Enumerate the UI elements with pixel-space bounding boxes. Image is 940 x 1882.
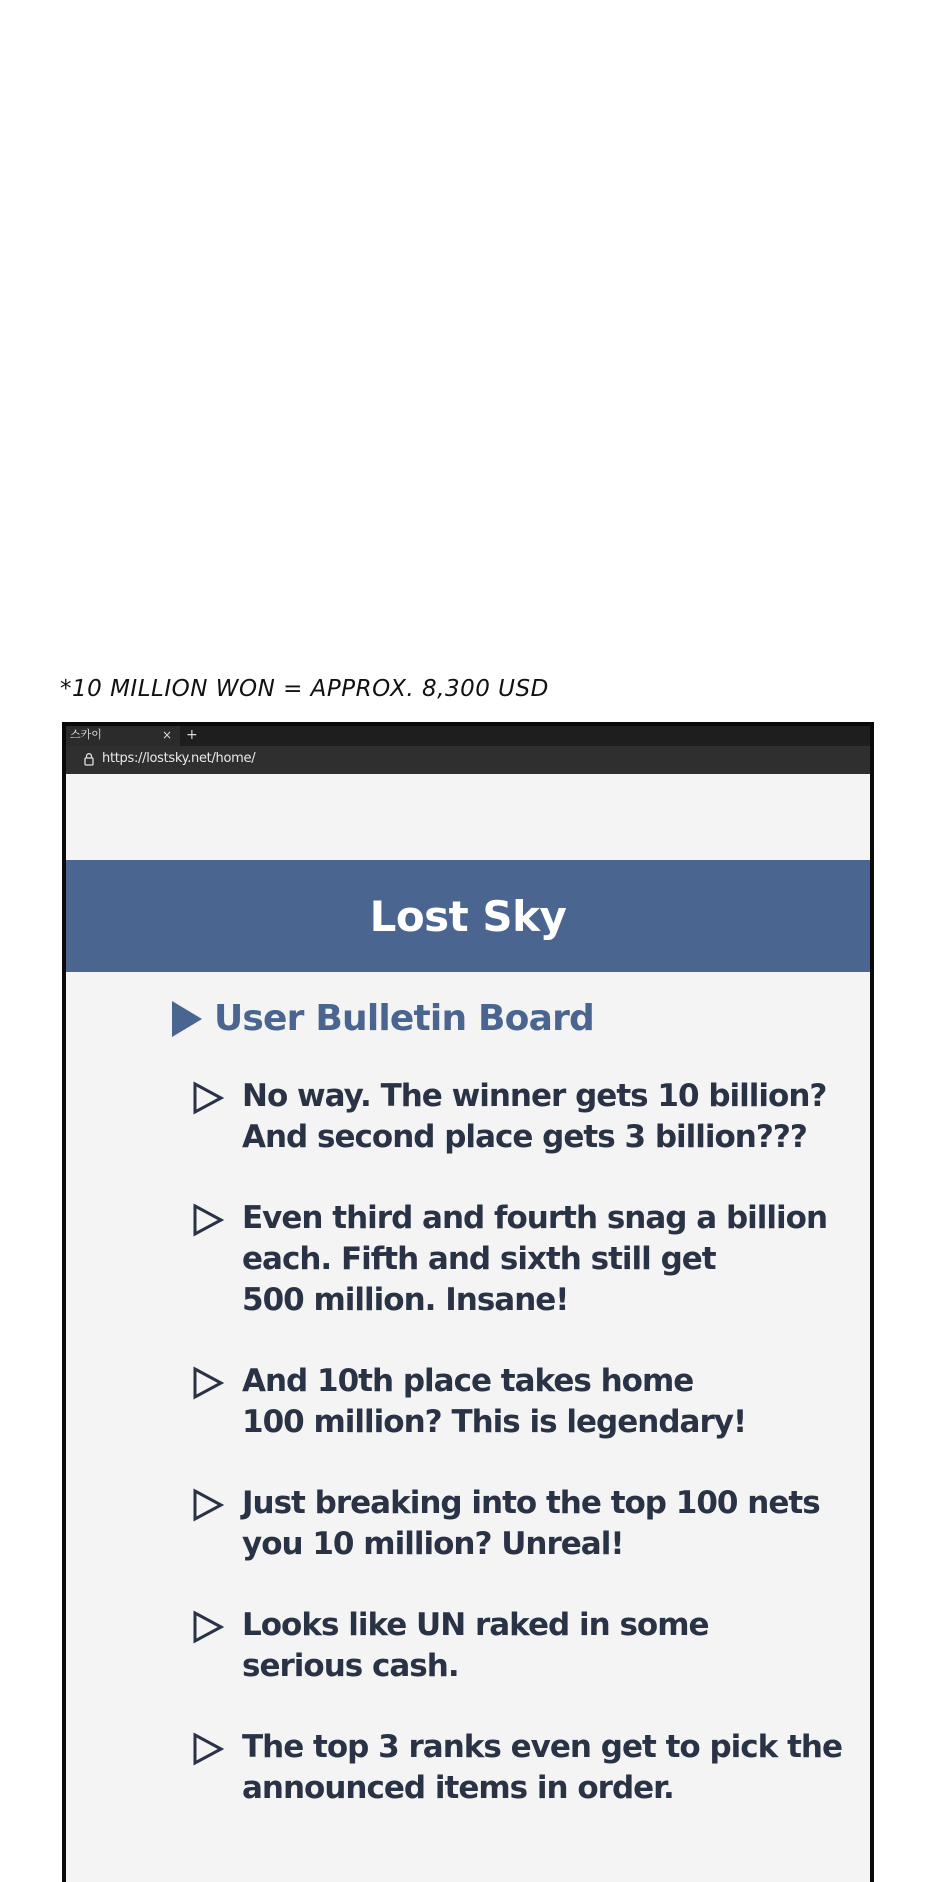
board-heading <box>170 998 594 1039</box>
post-item[interactable] <box>190 1198 850 1321</box>
post-text: No way. The winner gets 10 billion? And second place gets 3 billion??? <box>242 1078 827 1155</box>
post-item[interactable] <box>190 1605 850 1687</box>
outline-triangle-right-icon <box>192 1488 224 1522</box>
outline-triangle-right-icon <box>192 1610 224 1644</box>
post-text: Even third and fourth snag a billion each. Fifth and sixth still get 500 million. Insane! <box>242 1200 828 1318</box>
post-item[interactable] <box>190 1361 850 1443</box>
board-heading-label[interactable]: User Bulletin Board <box>214 998 595 1039</box>
outline-triangle-right-icon <box>192 1366 224 1400</box>
browser-window <box>62 722 874 1882</box>
post-text: And 10th place takes home 100 million? This is legendary! <box>242 1363 747 1440</box>
page-top-space <box>66 774 870 860</box>
site-title[interactable]: Lost Sky <box>369 891 567 941</box>
tab-strip <box>66 726 870 746</box>
footnote: *10 MILLION WON = APPROX. 8,300 USD <box>60 676 549 702</box>
outline-triangle-right-icon <box>192 1732 224 1766</box>
post-text: Just breaking into the top 100 nets you 10 million? Unreal! <box>242 1485 820 1562</box>
site-header <box>66 860 870 972</box>
post-item[interactable] <box>190 1727 850 1809</box>
url-text[interactable]: https://lostsky.net/home/ <box>102 751 256 766</box>
filled-triangle-right-icon <box>170 999 204 1039</box>
browser-tab[interactable] <box>66 726 180 746</box>
post-list <box>190 1076 850 1849</box>
address-bar[interactable] <box>66 746 870 774</box>
post-text: Looks like UN raked in some serious cash. <box>242 1607 709 1684</box>
outline-triangle-right-icon <box>192 1081 224 1115</box>
post-item[interactable] <box>190 1483 850 1565</box>
post-text: The top 3 ranks even get to pick the announced items in order. <box>242 1729 842 1806</box>
post-item[interactable] <box>190 1076 850 1158</box>
new-tab-icon[interactable]: + <box>186 727 198 743</box>
tab-close-icon[interactable]: × <box>161 728 172 742</box>
outline-triangle-right-icon <box>192 1203 224 1237</box>
lock-icon <box>82 752 96 766</box>
tab-title: 스카이 <box>70 728 102 741</box>
